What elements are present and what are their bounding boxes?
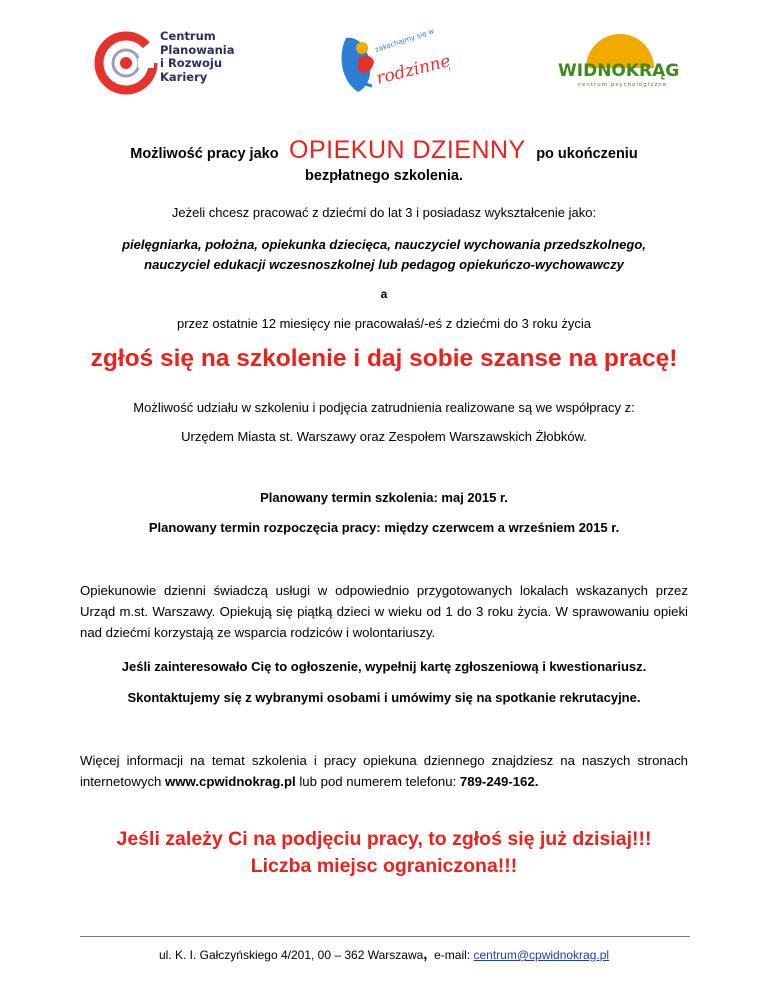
more-info-paragraph	[80, 750, 688, 792]
final-call	[60, 826, 708, 880]
more-info-text-2: lub pod numerem telefonu:	[295, 774, 460, 789]
intro-text: Jeżeli chcesz pracować z dziećmi do lat 3 i posiadasz wykształcenie jako:	[171, 205, 597, 220]
cpr-logo-icon	[94, 28, 158, 98]
footer-separator: ,	[423, 946, 428, 963]
footer	[80, 946, 688, 963]
final-line-1: Jeśli zależy Ci na podjęciu pracy, to zgłoś się już dzisiaj!!!	[116, 828, 652, 850]
contact-note: Skontaktujemy się z wybranymi osobami i umówimy się na spotkanie rekrutacyjne.	[127, 690, 641, 705]
cpr-line-2: Planowania	[160, 42, 235, 57]
description-paragraph: Opiekunowie dzienni świadczą usługi w odpowiednio przygotowanych lokalach wskazanych przez Urząd m.st. Warszawy. Opiekują się piątką dzieci w wieku od 1 do 3 roku życia. W sprawowaniu opieki nad dziećmi korzystają ze wsparcia rodziców i wolontariuszy.	[80, 583, 688, 640]
slogan: zgłoś się na szkolenie i daj sobie szanse na pracę!	[90, 345, 678, 372]
heart-family-logo-icon	[332, 18, 450, 110]
conjunction: a	[380, 287, 388, 301]
professions-list	[80, 235, 688, 275]
phone-number: 789-249-162.	[459, 774, 539, 789]
cpr-logo-text	[160, 30, 235, 84]
rodzinnej-small-text: zakochajmy się w	[374, 27, 436, 54]
more-info-text-1: Więcej informacji na temat szkolenia i pracy opiekuna dziennego znajdziesz na naszych stronach internetowych	[80, 753, 688, 789]
final-line-2: Liczba miejsc ograniczona!!!	[250, 855, 518, 877]
widnokrag-text: WIDNOKRĄG	[558, 61, 680, 81]
headline-prefix: Możliwość pracy jako	[130, 146, 279, 162]
rodzinnej-logo	[332, 18, 450, 110]
condition-text: przez ostatnie 12 miesięcy nie pracowałaś/-eś z dziećmi do 3 roku życia	[176, 316, 591, 331]
footer-divider	[80, 936, 690, 937]
footer-email-label: e-mail:	[427, 948, 474, 962]
professions-line-2: nauczyciel edukacji wczesnoszkolnej lub pedagog opiekuńczo-wychowawczy	[144, 257, 624, 272]
professions-line-1: pielęgniarka, położna, opiekunka dziecięca, nauczyciel wychowania przedszkolnego,	[122, 237, 646, 252]
footer-email-link[interactable]: centrum@cpwidnokrag.pl	[473, 948, 610, 962]
rodzinnej-text: rodzinnej	[374, 49, 450, 89]
footer-address: ul. K. I. Gałczyńskiego 4/201, 00 – 362 Warszawa	[158, 948, 424, 962]
sun-logo-icon	[556, 30, 688, 92]
headline	[80, 136, 688, 165]
cpr-logo	[94, 28, 264, 98]
apply-text: Jeśli zainteresowało Cię to ogłoszenie, wypełnij kartę zgłoszeniową i kwestionariusz.	[121, 659, 647, 674]
cpr-line-3: i Rozwoju	[160, 56, 223, 70]
training-date: Planowany termin szkolenia: maj 2015 r.	[260, 490, 508, 505]
headline-highlight: OPIEKUN DZIENNY	[289, 136, 526, 164]
cpr-line-1: Centrum	[160, 29, 216, 43]
widnokrag-subtitle: centrum psychologiczne	[578, 82, 668, 88]
work-date: Planowany termin rozpoczęcia pracy: między czerwcem a wrześniem 2015 r.	[148, 520, 620, 535]
headline-line2: bezpłatnego szkolenia.	[305, 168, 463, 184]
website-link[interactable]: www.cpwidnokrag.pl	[165, 774, 296, 789]
headline-suffix: po ukończeniu	[536, 146, 638, 162]
widnokrag-logo	[556, 30, 688, 92]
partners-intro: Możliwość udziału w szkoleniu i podjęcia zatrudnienia realizowane są we współpracy z:	[133, 400, 635, 415]
partners-text: Urzędem Miasta st. Warszawy oraz Zespołem Warszawskich Żłobków.	[181, 429, 587, 444]
cpr-line-4: Kariery	[160, 69, 208, 84]
